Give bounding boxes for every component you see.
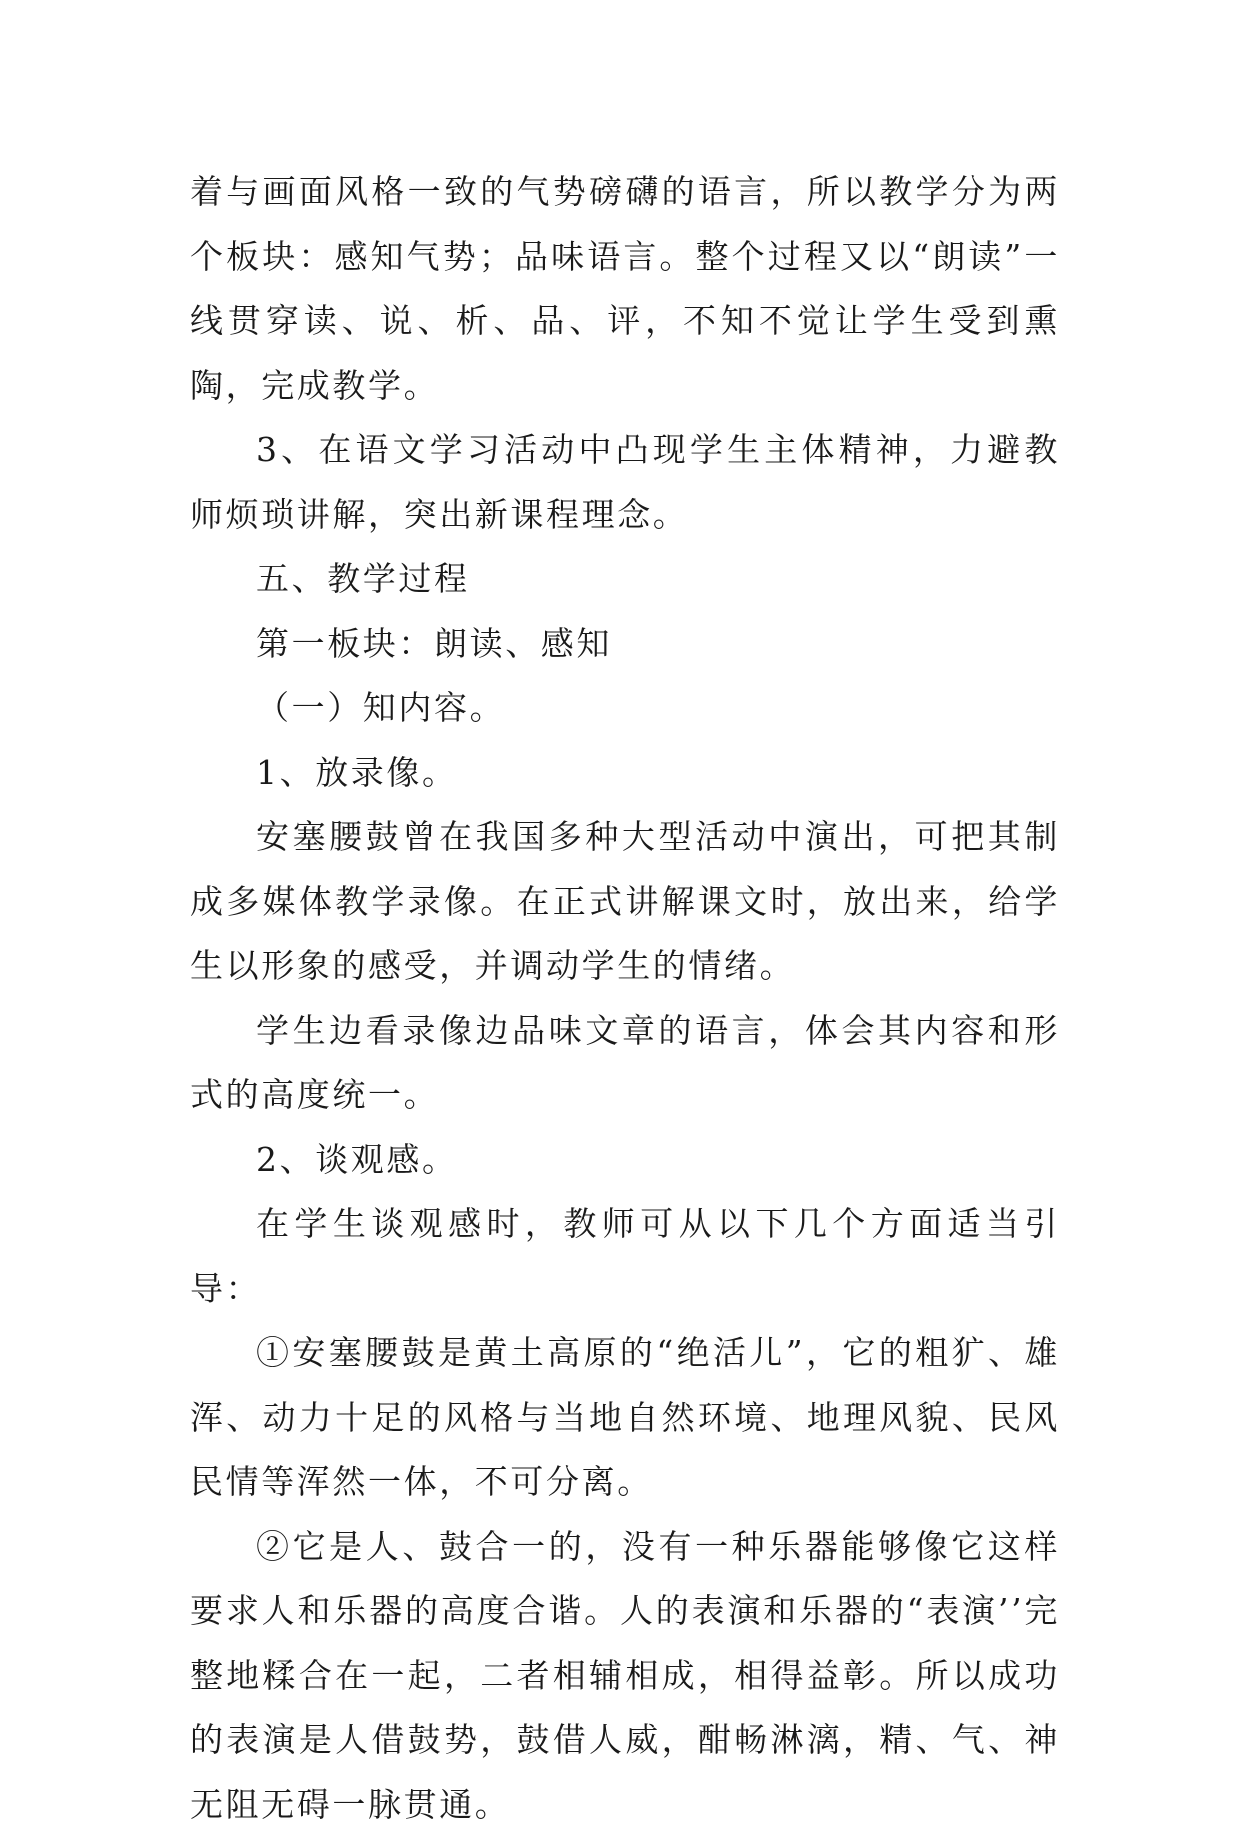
list-item-play-video: 1、放录像。: [190, 741, 1060, 806]
paragraph-11: ①安塞腰鼓是黄土高原的“绝活儿”，它的粗犷、雄浑、动力十足的风格与当地自然环境、地理风貌、民风民情等浑然一体，不可分离。: [190, 1321, 1060, 1515]
list-item-discuss-impressions: 2、谈观感。: [190, 1128, 1060, 1193]
paragraph-8: 学生边看录像边品味文章的语言，体会其内容和形式的高度统一。: [190, 999, 1060, 1128]
paragraph-10: 在学生谈观感时，教师可从以下几个方面适当引导：: [190, 1192, 1060, 1321]
section-heading-teaching-process: 五、教学过程: [190, 547, 1060, 612]
document-body: [190, 160, 1060, 1837]
paragraph-12: ②它是人、鼓合一的，没有一种乐器能够像它这样要求人和乐器的高度合谐。人的表演和乐器的“表演’’完整地糅合在一起，二者相辅相成，相得益彰。所以成功的表演是人借鼓势，鼓借人威，酣畅淋漓，精、气、神无阻无碍一脉贯通。: [190, 1515, 1060, 1837]
paragraph-7: 安塞腰鼓曾在我国多种大型活动中演出，可把其制成多媒体教学录像。在正式讲解课文时，放出来，给学生以形象的感受，并调动学生的情绪。: [190, 805, 1060, 999]
paragraph-1: 着与画面风格一致的气势磅礴的语言，所以教学分为两个板块：感知气势；品味语言。整个过程又以“朗读”一线贯穿读、说、析、品、评，不知不觉让学生受到熏陶，完成教学。: [190, 160, 1060, 418]
paragraph-2: 3、在语文学习活动中凸现学生主体精神，力避教师烦琐讲解，突出新课程理念。: [190, 418, 1060, 547]
subsection-heading-content: （一）知内容。: [190, 676, 1060, 741]
subsection-heading-first-block: 第一板块：朗读、感知: [190, 612, 1060, 677]
